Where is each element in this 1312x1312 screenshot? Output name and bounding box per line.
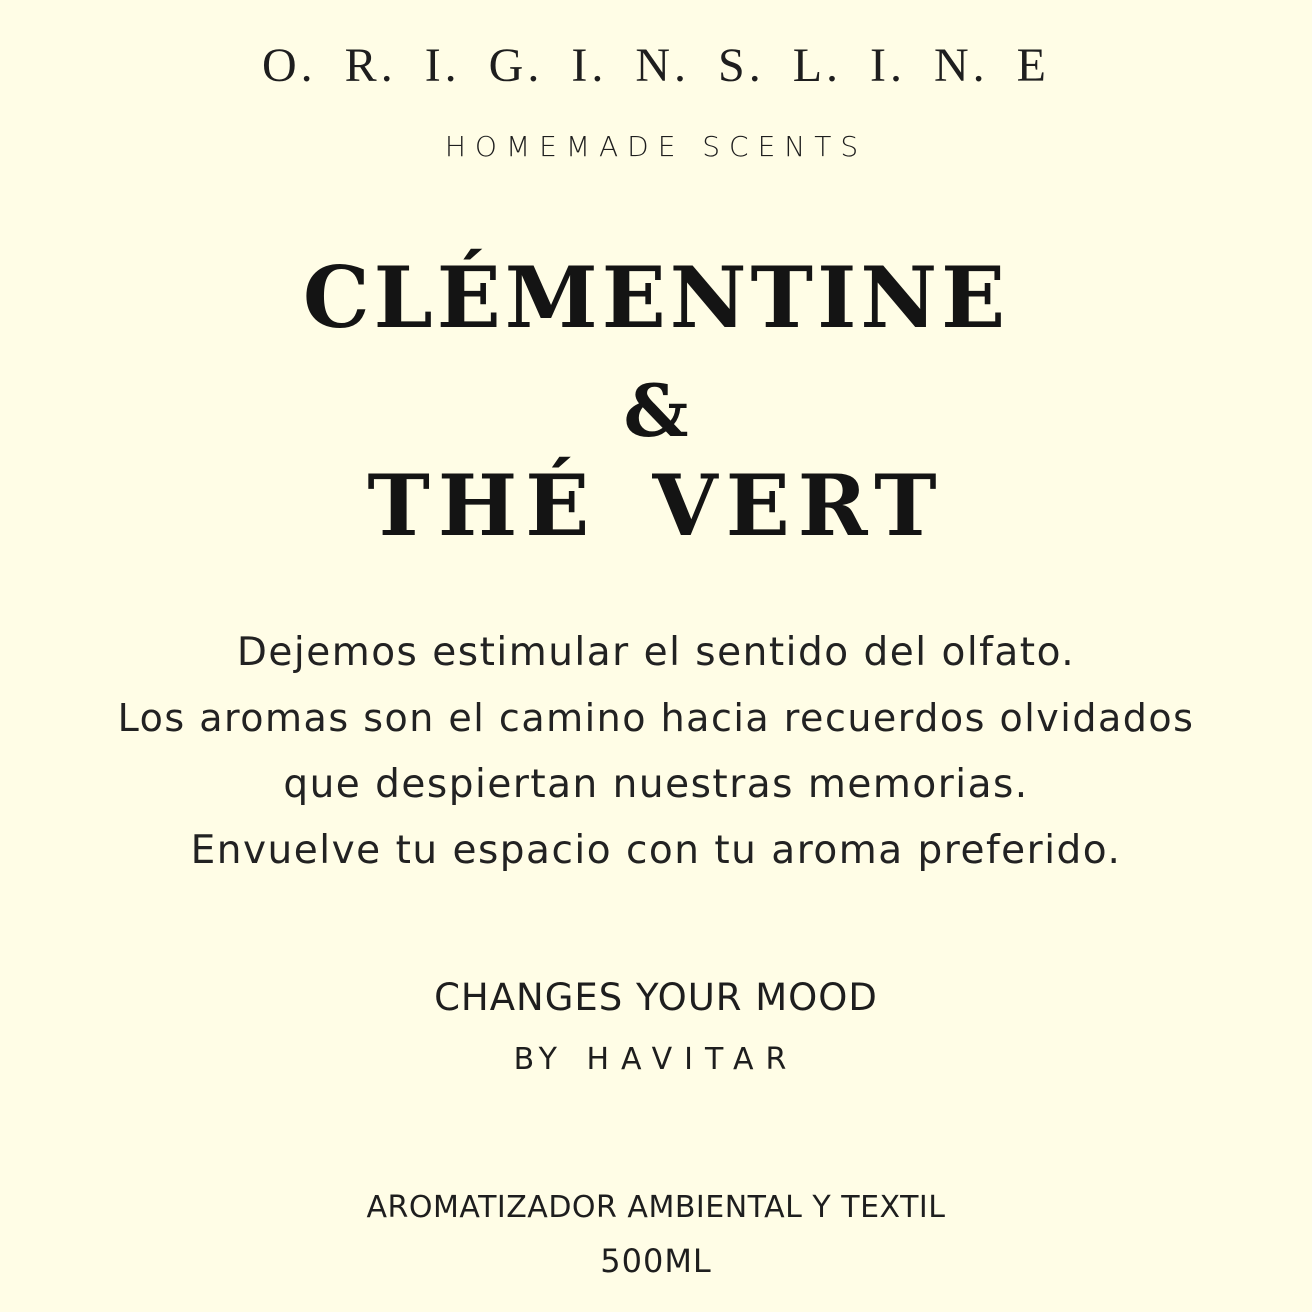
description-line: Dejemos estimular el sentido del olfato. — [236, 630, 1076, 675]
scent-title-line-1: CLÉMENTINE — [302, 248, 1010, 347]
product-type: AROMATIZADOR AMBIENTAL Y TEXTIL — [366, 1190, 946, 1225]
brand-tagline: HOMEMADE SCENTS — [444, 130, 868, 163]
slogan-by-name: HAVITAR — [586, 1042, 799, 1077]
description-line: que despiertan nuestras memorias. — [283, 762, 1029, 807]
brand-name: O. R. I. G. I. N. S. L. I. N. E — [262, 39, 1050, 92]
scent-title-ampersand: & — [623, 368, 689, 453]
slogan-by — [0, 1042, 1312, 1077]
description-line: Los aromas son el camino hacia recuerdos olvidados — [117, 696, 1195, 740]
description-line: Envuelve tu espacio con tu aroma preferido. — [190, 828, 1122, 873]
scent-title-line-2: THÉ VERT — [367, 456, 945, 555]
slogan-mood: CHANGES YOUR MOOD — [434, 976, 878, 1019]
slogan-by-prefix: BY — [513, 1042, 563, 1077]
product-volume: 500ML — [600, 1242, 712, 1280]
